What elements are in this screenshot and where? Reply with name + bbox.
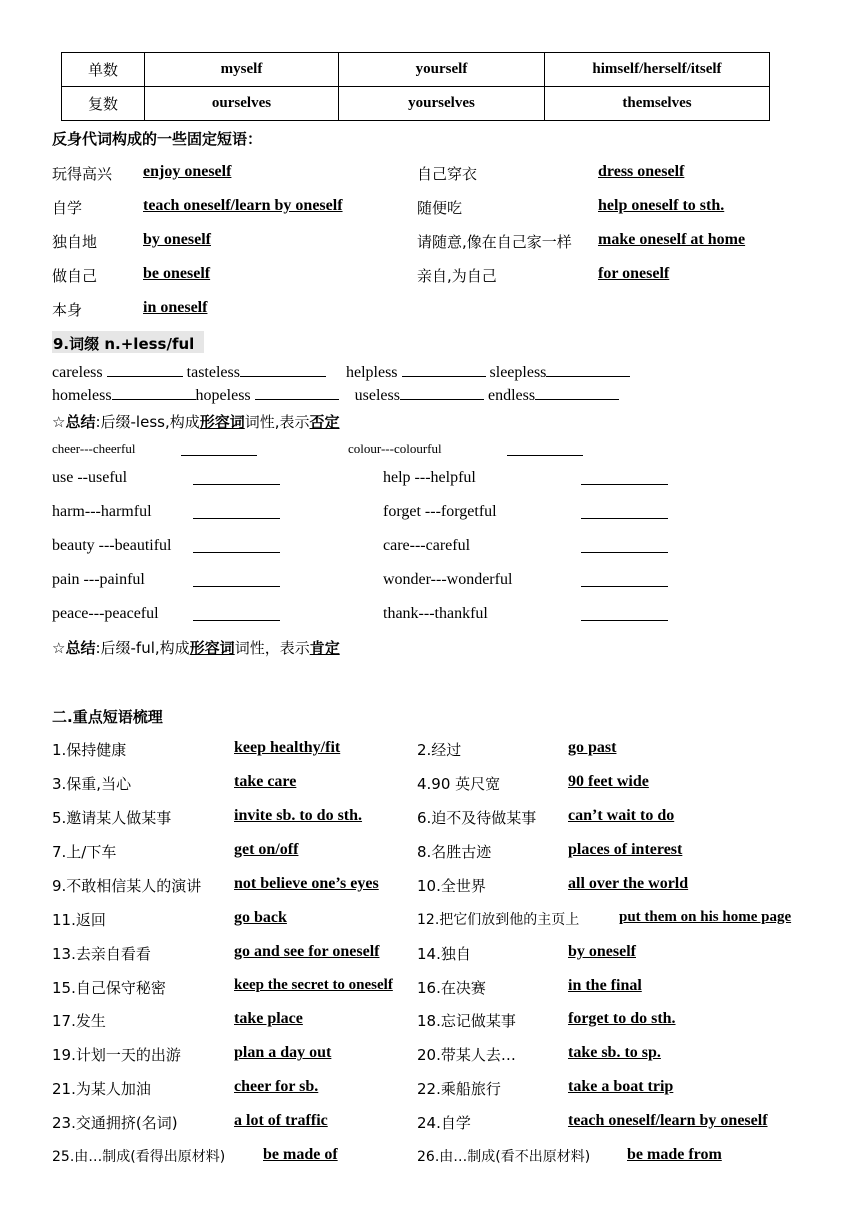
- reflexive-phrases-heading: 反身代词构成的一些固定短语：: [52, 130, 263, 148]
- summary-keyword: 否定: [309, 413, 340, 431]
- key-phrase-zh: 14.独自: [417, 945, 471, 963]
- summary-ful: [52, 637, 340, 658]
- phrase-en: teach oneself/learn by oneself: [143, 197, 343, 214]
- less-word: careless: [52, 364, 103, 381]
- phrase-zh: 独自地: [52, 233, 98, 251]
- answer-blank[interactable]: [402, 362, 486, 377]
- less-word: homeless: [52, 387, 112, 404]
- answer-blank[interactable]: [581, 572, 668, 587]
- key-phrase-en: can’t wait to do: [568, 807, 675, 824]
- ful-pair: use --useful: [52, 469, 128, 486]
- key-phrase-en: cheer for sb.: [234, 1078, 319, 1095]
- answer-blank[interactable]: [193, 504, 280, 519]
- key-phrase-en: take sb. to sp.: [568, 1044, 661, 1061]
- key-phrase-zh: 22.乘船旅行: [417, 1080, 501, 1098]
- key-phrase-en: get on/off: [234, 841, 299, 858]
- key-phrase-zh: 10.全世界: [417, 877, 486, 895]
- key-phrase-en: not believe one’s eyes: [234, 875, 379, 892]
- key-phrase-en: take place: [234, 1010, 303, 1027]
- key-phrase-en: plan a day out: [234, 1044, 332, 1061]
- key-phrases-heading: 二.重点短语梳理: [52, 708, 163, 726]
- less-word: endless: [487, 387, 536, 404]
- phrase-en: be oneself: [143, 265, 211, 282]
- key-phrase-en: go and see for oneself: [234, 943, 380, 960]
- key-phrase-zh: 3.保重,当心: [52, 775, 132, 793]
- answer-blank[interactable]: [581, 538, 668, 553]
- key-phrase-zh: 2.经过: [417, 741, 462, 759]
- phrase-zh: 自学: [52, 199, 83, 217]
- phrase-zh: 请随意,像在自己家一样: [417, 233, 572, 251]
- phrase-en: in oneself: [143, 299, 208, 316]
- key-phrase-zh: 19.计划一天的出游: [52, 1046, 181, 1064]
- key-phrase-zh: 8.名胜古迹: [417, 843, 492, 861]
- key-phrase-en: be made from: [627, 1146, 722, 1163]
- answer-blank[interactable]: [581, 606, 668, 621]
- answer-blank[interactable]: [240, 362, 326, 377]
- summary-text: 词性,表示: [244, 413, 310, 431]
- phrase-zh: 随便吃: [417, 199, 463, 217]
- key-phrase-zh: 4.90 英尺宽: [417, 775, 501, 793]
- phrase-en: enjoy oneself: [143, 163, 232, 180]
- table-cell: yourselves: [339, 87, 545, 121]
- key-phrase-en: take care: [234, 773, 297, 790]
- key-phrase-zh: 23.交通拥挤(名词): [52, 1114, 178, 1132]
- section-9-heading: 9.词缀 n.+less/ful: [53, 335, 195, 353]
- ful-pair: wonder---wonderful: [383, 571, 513, 588]
- answer-blank[interactable]: [181, 441, 257, 456]
- key-phrase-en: 90 feet wide: [568, 773, 649, 790]
- phrase-en: dress oneself: [598, 163, 685, 180]
- less-line-1: [52, 362, 630, 382]
- star-icon: ☆: [52, 639, 66, 657]
- key-phrase-zh: 16.在决赛: [417, 979, 486, 997]
- key-phrase-zh: 9.不敢相信某人的演讲: [52, 877, 202, 895]
- phrase-en: by oneself: [143, 231, 211, 248]
- phrase-zh: 亲自,为自己: [417, 267, 497, 285]
- key-phrase-zh: 24.自学: [417, 1114, 471, 1132]
- key-phrase-en: keep the secret to oneself: [234, 977, 393, 993]
- key-phrase-en: be made of: [263, 1146, 338, 1163]
- ful-pair: thank---thankful: [383, 605, 488, 622]
- answer-blank[interactable]: [112, 385, 196, 400]
- phrase-zh: 自己穿衣: [417, 165, 478, 183]
- ful-pair: forget ---forgetful: [383, 503, 497, 520]
- key-phrase-zh: 18.忘记做某事: [417, 1012, 516, 1030]
- phrase-zh: 本身: [52, 301, 83, 319]
- key-phrase-zh: 1.保持健康: [52, 741, 127, 759]
- summary-text: :后缀-less,构成: [95, 413, 200, 431]
- table-cell: ourselves: [145, 87, 339, 121]
- key-phrase-en: places of interest: [568, 841, 683, 858]
- answer-blank[interactable]: [107, 362, 183, 377]
- ful-pair: care---careful: [383, 537, 471, 554]
- key-phrase-zh: 7.上/下车: [52, 843, 117, 861]
- summary-keyword: 形容词: [189, 639, 235, 657]
- summary-label: 总结: [65, 639, 96, 657]
- row-label: 单数: [62, 53, 145, 87]
- summary-keyword: 肯定: [309, 639, 340, 657]
- phrase-zh: 玩得高兴: [52, 165, 113, 183]
- answer-blank[interactable]: [546, 362, 630, 377]
- key-phrase-en: keep healthy/fit: [234, 739, 341, 756]
- key-phrase-en: forget to do sth.: [568, 1010, 676, 1027]
- table-cell: themselves: [545, 87, 770, 121]
- key-phrase-en: by oneself: [568, 943, 636, 960]
- answer-blank[interactable]: [535, 385, 619, 400]
- summary-text: 词性，表示: [234, 639, 310, 657]
- ful-pair: pain ---painful: [52, 571, 145, 588]
- summary-less: [52, 411, 340, 432]
- answer-blank[interactable]: [507, 441, 583, 456]
- table-cell: yourself: [339, 53, 545, 87]
- table-row: [62, 87, 770, 121]
- key-phrase-en: in the final: [568, 977, 642, 994]
- ful-pair: beauty ---beautiful: [52, 537, 172, 554]
- key-phrase-en: teach oneself/learn by oneself: [568, 1112, 768, 1129]
- ful-pair: harm---harmful: [52, 503, 152, 520]
- answer-blank[interactable]: [193, 538, 280, 553]
- key-phrase-zh: 17.发生: [52, 1012, 106, 1030]
- phrase-en: help oneself to sth.: [598, 197, 725, 214]
- less-word: tasteless: [186, 364, 240, 381]
- answer-blank[interactable]: [400, 385, 484, 400]
- key-phrase-en: invite sb. to do sth.: [234, 807, 363, 824]
- less-word: sleepless: [489, 364, 547, 381]
- table-row: [62, 53, 770, 87]
- key-phrase-zh: 20.带某人去…: [417, 1046, 516, 1064]
- key-phrase-zh: 13.去亲自看看: [52, 945, 151, 963]
- phrase-en: make oneself at home: [598, 231, 746, 248]
- star-icon: ☆: [52, 413, 66, 431]
- less-word: helpless: [345, 364, 398, 381]
- row-label: 复数: [62, 87, 145, 121]
- key-phrase-zh: 11.返回: [52, 911, 106, 929]
- answer-blank[interactable]: [581, 470, 668, 485]
- answer-blank[interactable]: [193, 606, 280, 621]
- less-line-2: [52, 385, 619, 405]
- key-phrase-en: put them on his home page: [619, 909, 792, 925]
- key-phrase-zh: 26.由…制成(看不出原材料): [417, 1149, 591, 1165]
- answer-blank[interactable]: [255, 385, 339, 400]
- less-word: useless: [354, 387, 400, 404]
- less-word: hopeless: [195, 387, 251, 404]
- key-phrase-zh: 21.为某人加油: [52, 1080, 151, 1098]
- key-phrase-zh: 15.自己保守秘密: [52, 979, 166, 997]
- answer-blank[interactable]: [193, 572, 280, 587]
- small-pair: colour---colourful: [348, 441, 442, 456]
- key-phrase-en: take a boat trip: [568, 1078, 674, 1095]
- phrase-en: for oneself: [598, 265, 670, 282]
- key-phrase-zh: 25.由…制成(看得出原材料): [52, 1149, 226, 1165]
- reflexive-pronoun-table: [61, 52, 770, 121]
- answer-blank[interactable]: [581, 504, 668, 519]
- answer-blank[interactable]: [193, 470, 280, 485]
- table-cell: myself: [145, 53, 339, 87]
- key-phrase-zh: 6.迫不及待做某事: [417, 809, 537, 827]
- key-phrase-zh: 5.邀请某人做某事: [52, 809, 172, 827]
- ful-pair: peace---peaceful: [52, 605, 159, 622]
- summary-label: 总结: [65, 413, 96, 431]
- small-pair: cheer---cheerful: [52, 441, 136, 456]
- phrase-zh: 做自己: [52, 267, 98, 285]
- key-phrase-en: go past: [568, 739, 617, 756]
- summary-text: :后缀-ful,构成: [95, 639, 190, 657]
- key-phrase-en: a lot of traffic: [234, 1112, 328, 1129]
- summary-keyword: 形容词: [199, 413, 245, 431]
- table-cell: himself/herself/itself: [545, 53, 770, 87]
- ful-pair: help ---helpful: [383, 469, 476, 486]
- key-phrase-en: all over the world: [568, 875, 689, 892]
- key-phrase-en: go back: [234, 909, 287, 926]
- key-phrase-zh: 12.把它们放到他的主页上: [417, 912, 580, 928]
